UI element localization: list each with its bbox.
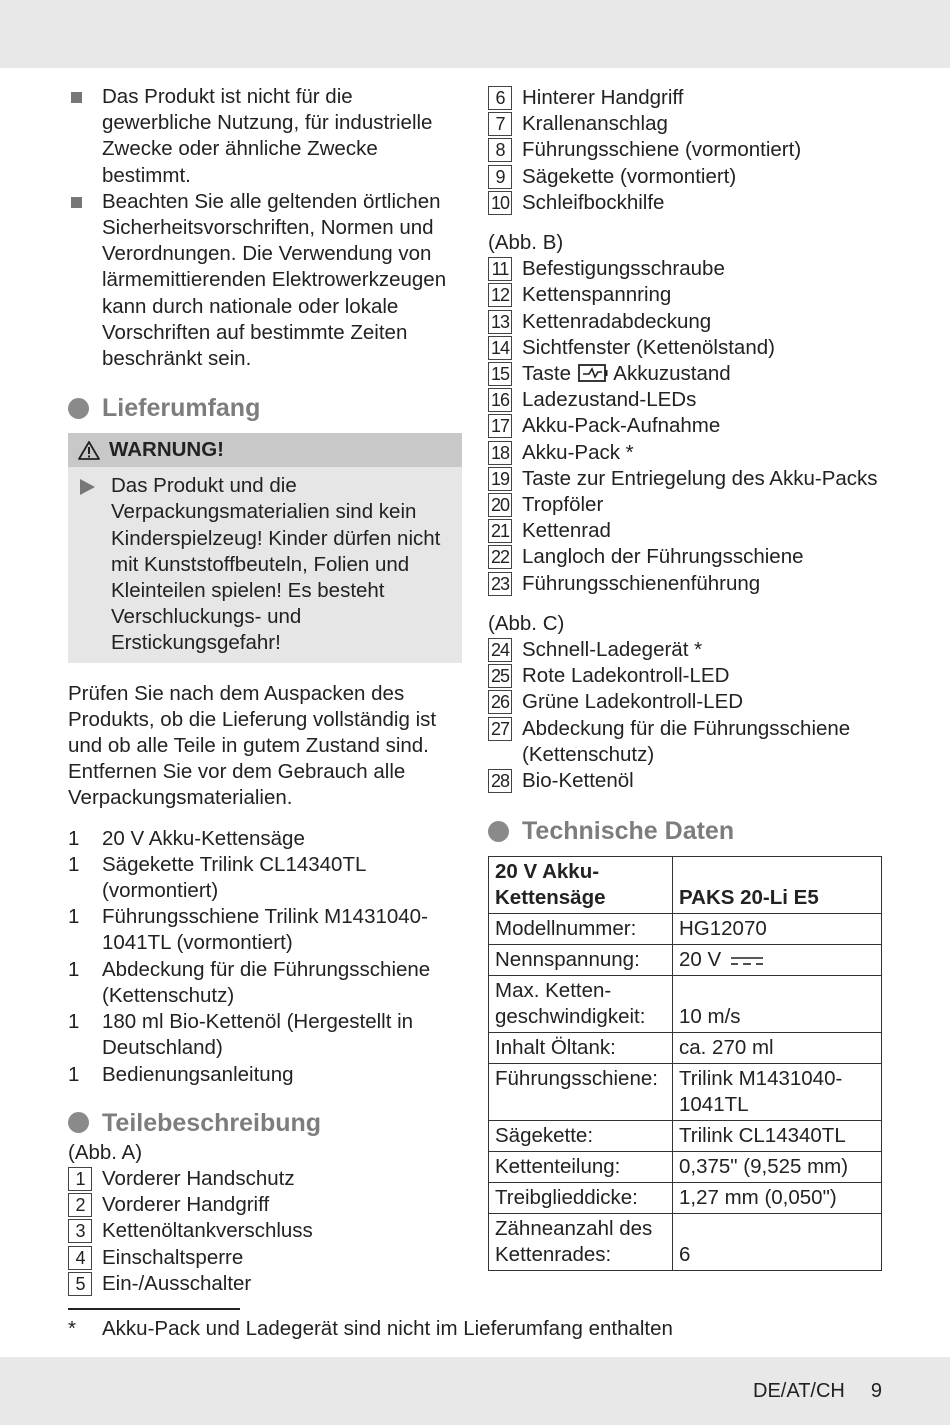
part-name: Rote Ladekontroll-LED (522, 664, 730, 688)
item-quantity: 1 (68, 1062, 80, 1086)
footnote-text: Akku-Pack und Ladegerät sind nicht im Lieferumfang enthalten (102, 1317, 673, 1340)
list-item (488, 190, 882, 216)
table-value-cell: 0,375" (9,525 mm) (673, 1152, 882, 1183)
warning-header (68, 433, 462, 467)
list-item (488, 282, 882, 308)
table-label-cell: Nennspannung: (489, 945, 673, 976)
warning-triangle-icon (78, 441, 100, 460)
part-number-badge: 24 (488, 638, 512, 662)
table-label-cell: Sägekette: (489, 1121, 673, 1152)
part-number-badge: 11 (488, 257, 512, 281)
part-name: Führungsschiene (vormontiert) (522, 138, 802, 162)
part-number-badge: 21 (488, 519, 512, 543)
voltage-value: 20 V (679, 948, 722, 972)
part-number-badge: 14 (488, 336, 512, 360)
table-label-cell: Zähneanzahl des Kettenrades: (489, 1214, 673, 1271)
part-name: Ladezustand-LEDs (522, 388, 697, 412)
table-label-cell: Treibglieddicke: (489, 1183, 673, 1214)
warning-box (68, 433, 462, 662)
table-row (489, 1183, 882, 1214)
part-number-badge: 20 (488, 493, 512, 517)
table-row (489, 914, 882, 945)
left-column (68, 84, 462, 1297)
list-item (68, 1218, 462, 1244)
table-label-cell: Kettenteilung: (489, 1152, 673, 1183)
technical-data-table (488, 856, 882, 1271)
part-number-badge: 13 (488, 310, 512, 334)
part-name: Befestigungsschraube (522, 257, 725, 281)
right-column (488, 85, 882, 1271)
item-text: Führungsschiene Trilink M1431040-1041TL (vormontiert) (102, 905, 428, 955)
table-value-cell: 10 m/s (673, 976, 882, 1033)
list-item (488, 413, 882, 439)
bullet-item (68, 189, 462, 372)
part-name: Sägekette (vormontiert) (522, 164, 737, 188)
list-item (488, 164, 882, 190)
warning-text: Das Produkt und die Verpackungsmaterialien sind kein Kinderspielzeug! Kinder dürfen nicht mit Kunststoffbeuteln, Folien und Kleinteilen spielen! Es besteht Verschluckungs- und Erstickungsgefahr! (111, 474, 441, 655)
list-item (488, 335, 882, 361)
table-label-cell: Max. Ketten-geschwindigkeit: (489, 976, 673, 1033)
list-item (488, 85, 882, 111)
list-item (68, 852, 462, 904)
table-label-cell: Modellnummer: (489, 914, 673, 945)
figure-reference: (Abb. B) (488, 231, 564, 255)
part-number-badge: 15 (488, 362, 512, 386)
part-name: Ein-/Ausschalter (102, 1271, 252, 1295)
part-number-badge: 3 (68, 1219, 92, 1243)
part-number-badge: 4 (68, 1246, 92, 1270)
footnote-divider (68, 1308, 240, 1310)
delivery-items-list (68, 826, 462, 1088)
list-item (488, 387, 882, 413)
part-number-badge: 27 (488, 717, 512, 741)
warning-body (68, 467, 462, 662)
table-row (489, 1033, 882, 1064)
part-name: Kettenspannring (522, 283, 672, 307)
parts-list-a-continued (488, 85, 882, 216)
part-number-badge: 25 (488, 664, 512, 688)
list-item (68, 957, 462, 1009)
part-number-badge: 10 (488, 191, 512, 215)
table-header-row (489, 857, 882, 914)
item-text: 20 V Akku-Kettensäge (102, 826, 305, 850)
section-title: Teilebeschreibung (102, 1108, 322, 1137)
table-value-cell: Trilink M1431040-1041TL (673, 1064, 882, 1121)
part-name: Schleifbockhilfe (522, 190, 665, 214)
table-value-cell: ca. 270 ml (673, 1033, 882, 1064)
list-item (488, 309, 882, 335)
part-name: Kettenradabdeckung (522, 309, 712, 333)
part-number-badge: 12 (488, 283, 512, 307)
part-number-badge: 9 (488, 165, 512, 189)
list-item (68, 1245, 462, 1271)
battery-check-icon (578, 363, 608, 383)
table-row (489, 1214, 882, 1271)
parts-list-a (68, 1140, 462, 1297)
item-quantity: 1 (68, 1010, 80, 1034)
list-item (488, 768, 882, 794)
safety-bullet-list (68, 84, 462, 372)
list-item (488, 111, 882, 137)
table-label-cell: Inhalt Öltank: (489, 1033, 673, 1064)
part-number-badge: 23 (488, 572, 512, 596)
list-item (68, 1062, 462, 1088)
part-name-suffix: Akkuzustand (613, 362, 731, 386)
table-row (489, 1121, 882, 1152)
part-name: Taste zur Entriegelung des Akku-Packs (522, 466, 878, 490)
part-number-badge: 19 (488, 467, 512, 491)
page-number: 9 (870, 1380, 882, 1402)
part-name (522, 361, 882, 387)
part-name: Einschaltsperre (102, 1245, 244, 1269)
section-heading-lieferumfang (68, 393, 462, 423)
table-label-cell: Führungsschiene: (489, 1064, 673, 1121)
part-number-badge: 5 (68, 1272, 92, 1296)
list-item (488, 663, 882, 689)
part-name: Kettenrad (522, 519, 611, 543)
part-name: Führungsschienenführung (522, 571, 761, 595)
figure-reference: (Abb. C) (488, 611, 565, 635)
list-item (68, 1192, 462, 1218)
list-item (488, 466, 882, 492)
item-text: 180 ml Bio-Kettenöl (Hergestellt in Deutschland) (102, 1010, 414, 1060)
part-name: Tropföler (522, 493, 604, 517)
parts-list-b (488, 230, 882, 597)
bullet-text: Das Produkt ist nicht für die gewerbliche Nutzung, für industrielle Zwecke oder ähnliche Zwecke bestimmt. (102, 85, 433, 187)
table-value-cell: Trilink CL14340TL (673, 1121, 882, 1152)
table-value-cell: 6 (673, 1214, 882, 1271)
square-bullet-icon (71, 197, 82, 208)
part-number-badge: 17 (488, 414, 512, 438)
part-name: Krallenanschlag (522, 112, 668, 136)
item-quantity: 1 (68, 852, 80, 876)
item-quantity: 1 (68, 826, 80, 850)
table-row (489, 1152, 882, 1183)
table-row (489, 1064, 882, 1121)
list-item (488, 440, 882, 466)
list-item (488, 689, 882, 715)
part-name: Langloch der Führungsschiene (522, 545, 804, 569)
list-item (68, 1166, 462, 1192)
part-name: Akku-Pack * (522, 440, 634, 464)
part-number-badge: 28 (488, 769, 512, 793)
item-quantity: 1 (68, 905, 80, 929)
item-quantity: 1 (68, 957, 80, 981)
region-label: DE/AT/CH (753, 1380, 845, 1402)
part-number-badge: 26 (488, 690, 512, 714)
part-name: Hinterer Handgriff (522, 86, 684, 109)
section-heading-technische-daten (488, 816, 882, 846)
delivery-check-paragraph: Prüfen Sie nach dem Auspacken des Produkts, ob die Lieferung vollständig ist und ob alle Teile in gutem Zustand sind. Entfernen Sie vor dem Gebrauch alle Verpackungsmaterialien. (68, 681, 437, 810)
list-item (488, 716, 882, 768)
parts-list-c (488, 611, 882, 794)
section-title: Lieferumfang (102, 394, 261, 423)
item-text: Sägekette Trilink CL14340TL (vormontiert) (102, 852, 366, 903)
part-number-badge: 22 (488, 545, 512, 569)
part-number-badge: 7 (488, 112, 512, 136)
table-value-cell: HG12070 (673, 914, 882, 945)
page-footer (753, 1378, 882, 1404)
dc-current-icon (730, 955, 764, 967)
footnote-mark: * (68, 1317, 76, 1340)
table-row (489, 976, 882, 1033)
table-value-cell (673, 945, 882, 976)
list-item (488, 361, 882, 387)
list-item (488, 492, 882, 518)
list-item (68, 826, 462, 852)
part-number-badge: 18 (488, 441, 512, 465)
list-item (488, 137, 882, 163)
part-name: Sichtfenster (Kettenölstand) (522, 335, 775, 359)
part-number-badge: 1 (68, 1167, 92, 1191)
header-band (0, 0, 950, 68)
part-number-badge: 16 (488, 388, 512, 412)
list-item (488, 518, 882, 544)
list-item (68, 904, 462, 956)
list-item (488, 256, 882, 282)
table-header-cell: 20 V Akku-Kettensäge (489, 857, 673, 914)
table-row (489, 945, 882, 976)
square-bullet-icon (71, 92, 82, 103)
part-number-badge: 8 (488, 138, 512, 162)
figure-reference: (Abb. A) (68, 1140, 143, 1164)
list-item (68, 1009, 462, 1061)
item-text: Abdeckung für die Führungsschiene (Kettenschutz) (102, 957, 431, 1007)
section-dot-icon (68, 398, 89, 419)
part-name: Abdeckung für die Führungsschiene (Kettenschutz) (522, 716, 851, 766)
bullet-text: Beachten Sie alle geltenden örtlichen Sicherheitsvorschriften, Normen und Verordnungen. Die Verwendung von lärmemittierenden Elektrowerkzeugen kann durch nationale oder lokale Vorschriften auf bestimmte Zeiten beschränkt sein. (102, 189, 447, 371)
table-value-cell: 1,27 mm (0,050") (673, 1183, 882, 1214)
list-item (68, 1271, 462, 1297)
section-dot-icon (68, 1112, 89, 1133)
item-text: Bedienungsanleitung (102, 1062, 294, 1086)
part-name: Bio-Kettenöl (522, 769, 634, 793)
arrow-right-icon (80, 479, 95, 495)
part-name: Kettenöltankverschluss (102, 1219, 313, 1243)
part-name: Vorderer Handschutz (102, 1166, 295, 1190)
part-name: Vorderer Handgriff (102, 1193, 270, 1217)
list-item (488, 571, 882, 597)
bullet-item (68, 84, 462, 189)
table-header-cell: PAKS 20-Li E5 (673, 857, 882, 914)
part-name: Grüne Ladekontroll-LED (522, 690, 744, 714)
part-number-badge: 6 (488, 86, 512, 110)
list-item (488, 544, 882, 570)
section-heading-teilebeschreibung (68, 1108, 462, 1138)
list-item (488, 637, 882, 663)
footnote (68, 1316, 673, 1342)
part-number-badge: 2 (68, 1193, 92, 1217)
section-dot-icon (488, 821, 509, 842)
part-name: Akku-Pack-Aufnahme (522, 414, 721, 438)
part-name: Schnell-Ladegerät * (522, 638, 703, 662)
part-name-prefix: Taste (522, 362, 571, 386)
warning-title: WARNUNG! (109, 438, 225, 462)
section-title: Technische Daten (522, 817, 735, 846)
